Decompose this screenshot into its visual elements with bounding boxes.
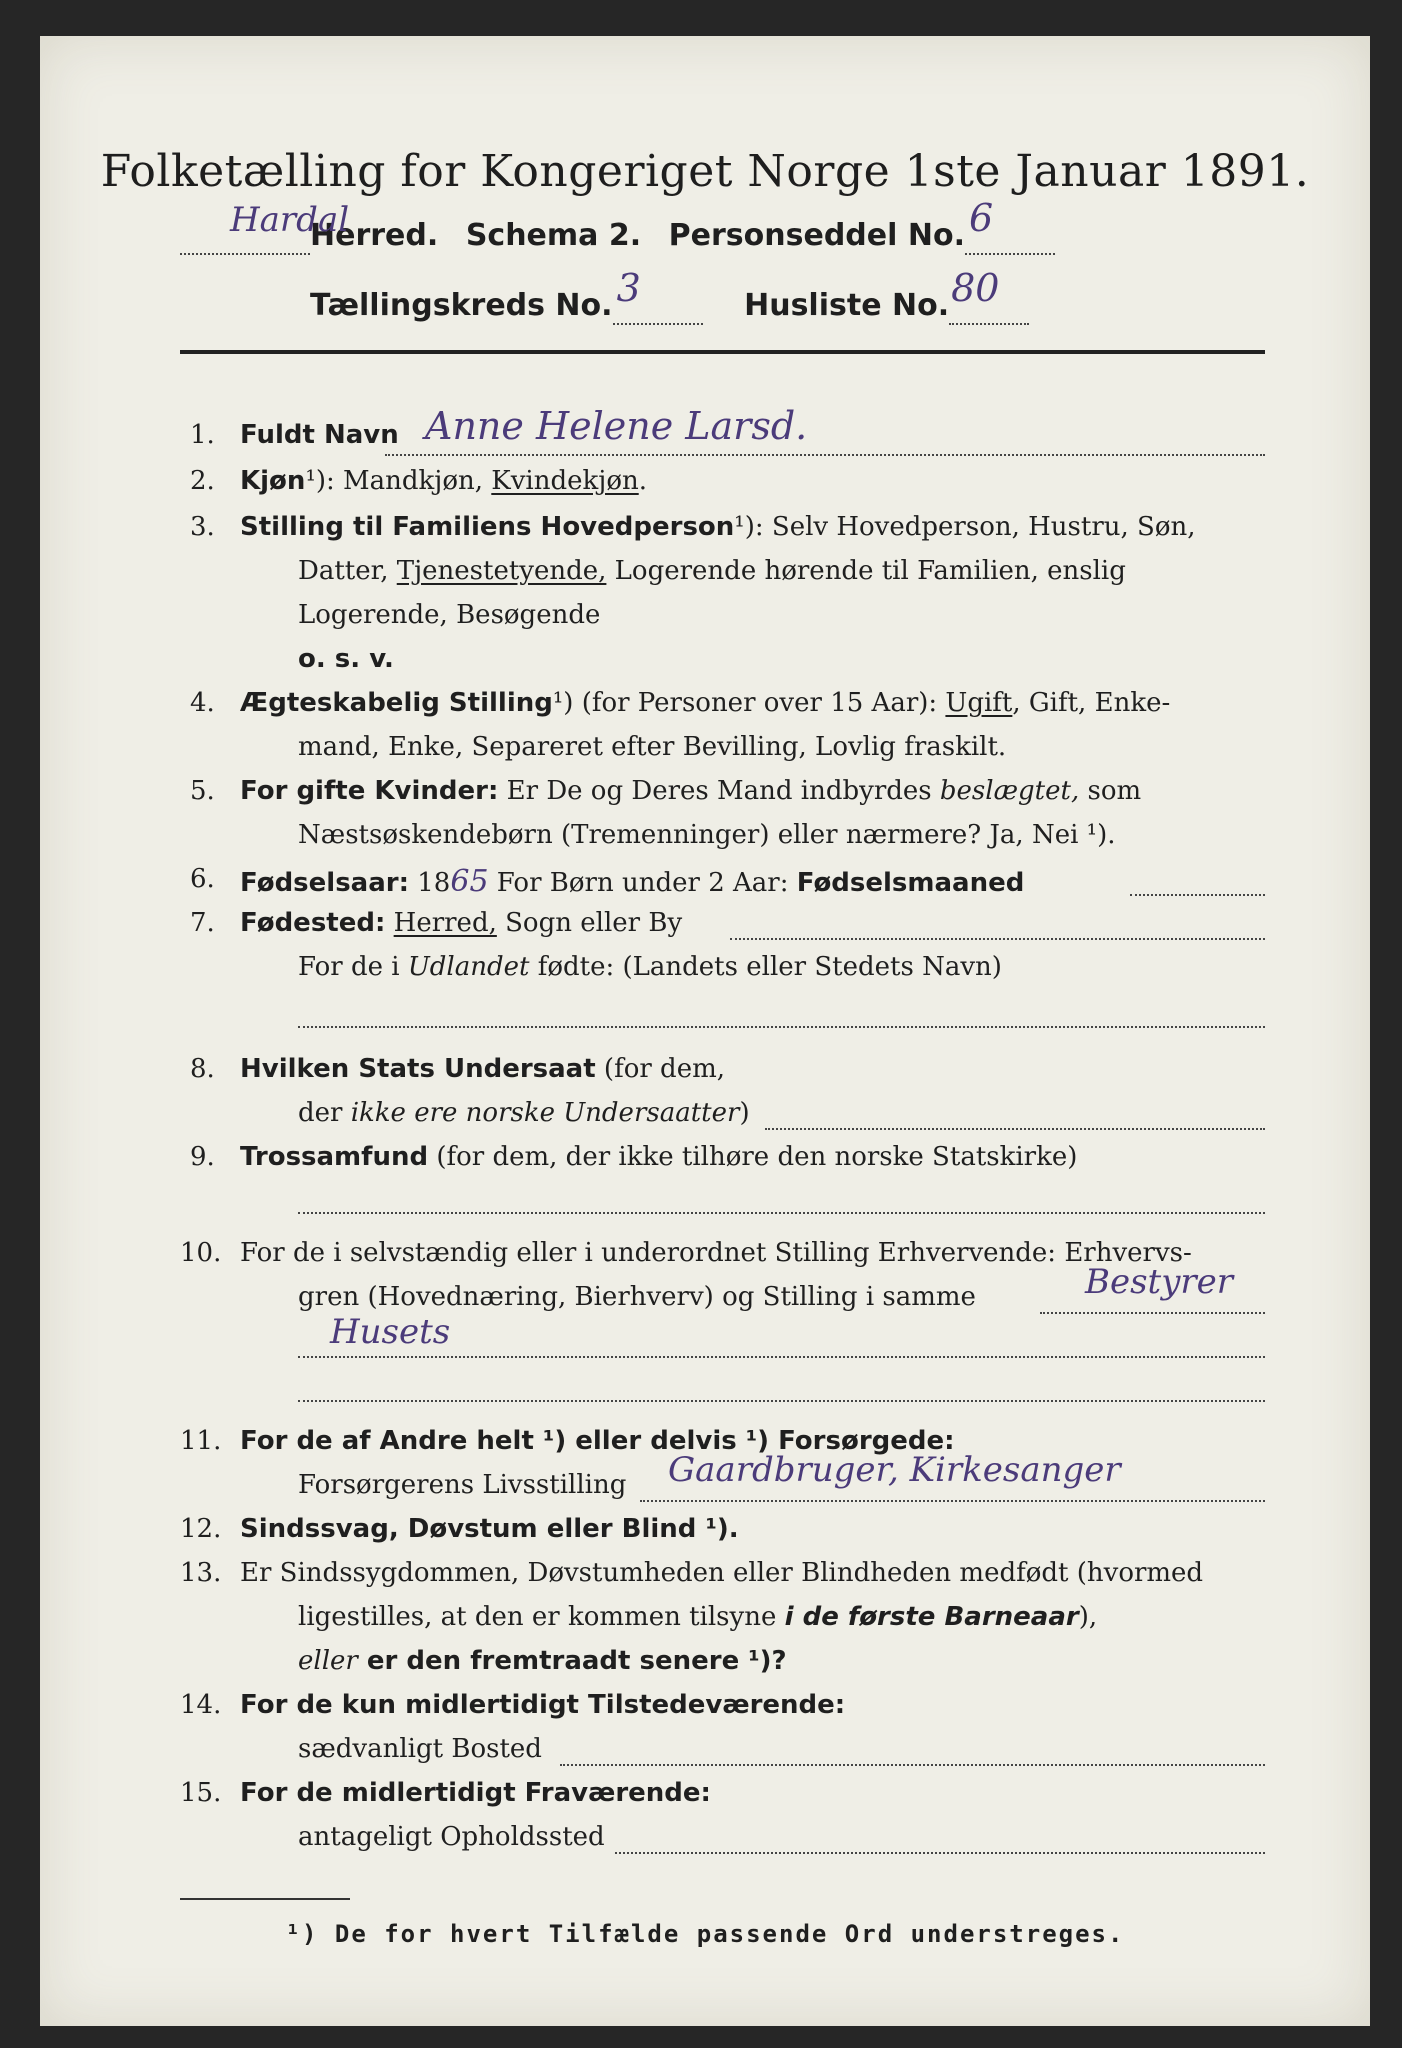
q4-text-a: Ægteskabelig Stilling¹) (for Personer over 15 Aar): Ugift, Gift, Enke- bbox=[240, 688, 1171, 718]
q11-text-a: For de af Andre helt ¹) eller delvis ¹) Forsørgede: bbox=[240, 1426, 955, 1456]
q1-dots bbox=[385, 454, 1265, 456]
footnote: ¹) De for hvert Tilfælde passende Ord understreges. bbox=[285, 1920, 1125, 1948]
q4-text-b: mand, Enke, Separeret efter Bevilling, Lovlig fraskilt. bbox=[298, 732, 1007, 762]
q13-text-c: eller er den fremtraadt senere ¹)? bbox=[298, 1646, 787, 1676]
q2-number: 2. bbox=[190, 466, 215, 496]
q14-text-b: sædvanligt Bosted bbox=[298, 1734, 542, 1764]
q12-text: Sindssvag, Døvstum eller Blind ¹). bbox=[240, 1514, 739, 1544]
q1-number: 1. bbox=[190, 420, 215, 450]
husliste-number: 80 bbox=[951, 266, 1000, 310]
q10-dots-b bbox=[298, 1356, 1265, 1358]
q6-number: 6. bbox=[190, 864, 215, 894]
q2-text: Kjøn¹): Mandkjøn, Kvindekjøn. bbox=[240, 466, 647, 496]
q9-number: 9. bbox=[190, 1142, 215, 1172]
q4-number: 4. bbox=[190, 688, 215, 718]
q10-text-a: For de i selvstændig eller i underordnet Stilling Erhvervende: Erhvervs- bbox=[240, 1238, 1192, 1268]
q13-number: 13. bbox=[180, 1558, 222, 1588]
q10-text-b: gren (Hovednæring, Bierhverv) og Stilling i samme bbox=[298, 1282, 976, 1312]
q8-dots bbox=[765, 1128, 1265, 1130]
herred-line bbox=[180, 196, 1055, 255]
q7-dots-a bbox=[730, 938, 1265, 940]
footnote-rule bbox=[180, 1898, 350, 1900]
q11-dots bbox=[640, 1500, 1265, 1502]
q7-text-b: For de i Udlandet fødte: (Landets eller Stedets Navn) bbox=[298, 952, 1002, 982]
q15-number: 15. bbox=[180, 1778, 222, 1808]
q12-number: 12. bbox=[180, 1514, 222, 1544]
q10-answer-handwritten-b: Husets bbox=[330, 1312, 451, 1352]
kreds-number: 3 bbox=[616, 266, 641, 310]
q6-answer-handwritten: 65 bbox=[450, 864, 489, 899]
q3-text-d: o. s. v. bbox=[298, 644, 394, 674]
q7-number: 7. bbox=[190, 908, 215, 938]
kreds-line bbox=[310, 266, 1029, 325]
q8-text-a: Hvilken Stats Undersaat (for dem, bbox=[240, 1054, 725, 1084]
kreds-label: Tællingskreds No. bbox=[310, 288, 613, 323]
q9-text: Trossamfund (for dem, der ikke tilhøre den norske Statskirke) bbox=[240, 1142, 1078, 1172]
q6-text: Fødselsaar: 1865 For Børn under 2 Aar: Fødselsmaaned bbox=[240, 864, 1025, 899]
herred-label: Herred. bbox=[310, 218, 439, 253]
husliste-label: Husliste No. bbox=[744, 288, 950, 323]
q3-text-a: Stilling til Familiens Hovedperson¹): Selv Hovedperson, Hustru, Søn, bbox=[240, 512, 1196, 542]
q7-text-a: Fødested: Herred, Sogn eller By bbox=[240, 908, 683, 938]
header-rule bbox=[180, 350, 1265, 354]
q7-dots-b bbox=[298, 1026, 1265, 1028]
q3-text-b: Datter, Tjenestetyende, Logerende hørende til Familien, enslig bbox=[298, 556, 1126, 586]
q9-dots bbox=[298, 1212, 1265, 1214]
q10-dots-a bbox=[1040, 1312, 1265, 1314]
q1-label: Fuldt Navn bbox=[240, 420, 399, 450]
q8-text-b: der ikke ere norske Undersaatter) bbox=[298, 1098, 750, 1128]
q3-number: 3. bbox=[190, 512, 215, 542]
q8-number: 8. bbox=[190, 1054, 215, 1084]
herred-handwritten: Hardal bbox=[230, 200, 350, 240]
q14-text-a: For de kun midlertidigt Tilstedeværende: bbox=[240, 1690, 846, 1720]
q13-text-a: Er Sindssygdommen, Døvstumheden eller Blindheden medfødt (hvormed bbox=[240, 1558, 1204, 1588]
q11-answer-handwritten: Gaardbruger, Kirkesanger bbox=[668, 1450, 1121, 1490]
q14-number: 14. bbox=[180, 1690, 222, 1720]
q15-text-a: For de midlertidigt Fraværende: bbox=[240, 1778, 711, 1808]
q3-text-c: Logerende, Besøgende bbox=[298, 600, 601, 630]
personseddel-number: 6 bbox=[968, 196, 994, 240]
q11-number: 11. bbox=[180, 1426, 222, 1456]
q15-text-b: antageligt Opholdssted bbox=[298, 1822, 605, 1852]
q14-dots bbox=[560, 1764, 1265, 1766]
census-form-page bbox=[40, 36, 1370, 2026]
q1-answer-handwritten: Anne Helene Larsd. bbox=[425, 404, 808, 448]
q5-text-a: For gifte Kvinder: Er De og Deres Mand indbyrdes beslægtet, som bbox=[240, 776, 1142, 806]
q15-dots bbox=[615, 1852, 1265, 1854]
q13-text-b: ligestilles, at den er kommen tilsyne i de første Barneaar), bbox=[298, 1602, 1098, 1632]
q5-text-b: Næstsøskendebørn (Tremenninger) eller nærmere? Ja, Nei ¹). bbox=[298, 820, 1116, 850]
q10-dots-c bbox=[298, 1400, 1265, 1402]
q6-dots bbox=[1130, 894, 1265, 896]
q5-number: 5. bbox=[190, 776, 215, 806]
q11-text-b: Forsørgerens Livsstilling bbox=[298, 1470, 627, 1500]
q10-number: 10. bbox=[180, 1238, 222, 1268]
personseddel-label: Personseddel No. bbox=[668, 218, 965, 253]
schema-label: Schema 2. bbox=[465, 218, 642, 253]
form-title: Folketælling for Kongeriget Norge 1ste Januar 1891. bbox=[100, 146, 1310, 197]
q10-answer-handwritten-a: Bestyrer bbox=[1085, 1262, 1234, 1302]
